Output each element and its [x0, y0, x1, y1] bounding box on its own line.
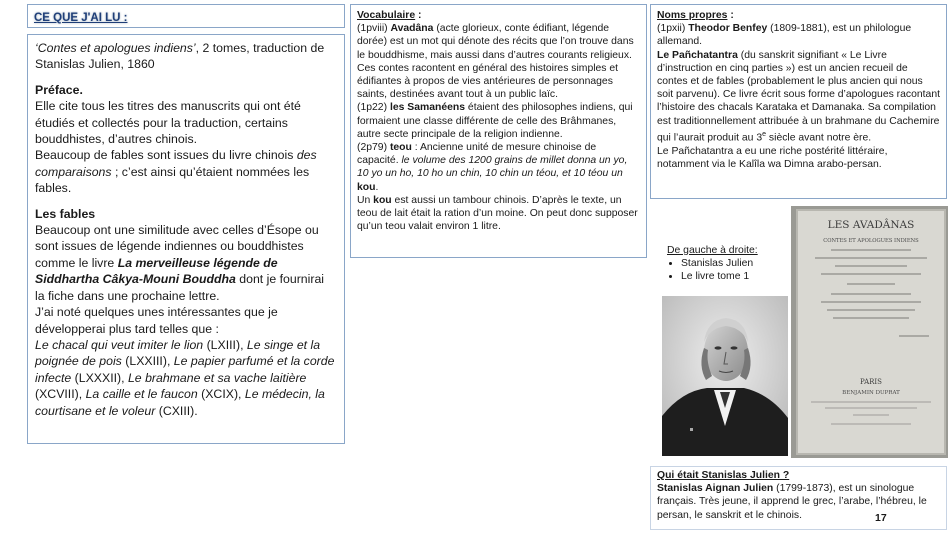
name-entry-posterity: Le Pañchatantra a eu une riche postérité littéraire, notamment via le Kalîla wa Dimna arabo-persan.	[657, 145, 888, 170]
list-item: Le médecin, la courtisane et le voleur	[35, 387, 325, 418]
list-item: • Le livre tome 1	[681, 270, 787, 283]
reading-notes-box	[27, 34, 345, 444]
list-item: Le brahmane et sa vache laitière	[127, 370, 307, 385]
preface-text: Elle cite tous les titres des manuscrits qui ont été étudiés et collectés pour la traduction, certains bouddhistes, d’autres chinois.	[35, 99, 301, 147]
julien-heading: Qui était Stanislas Julien ?	[657, 470, 790, 481]
vocab-entry-kou: Un kou est aussi un tambour chinois. D’après le texte, un teou de lait était la ration d’un moine. On peut donc supposer qu’un teou valait environ 1 litre.	[357, 194, 638, 233]
julien-bio-text: Stanislas Aignan Julien (1799-1873), est un sinologue français. Très jeune, il apprend le grec, l’arabe, l’hébreu, le persan, le sanskrit et le chinois.	[657, 483, 927, 521]
book-title: ‘Contes et apologues indiens’	[35, 41, 196, 55]
portrait-stanislas-julien	[662, 296, 788, 456]
page-number: 17	[875, 512, 887, 524]
proper-names-heading: Noms propres	[657, 10, 728, 21]
book-cover-publisher: BENJAMIN DUPRAT	[842, 390, 900, 396]
section-title: CE QUE J'AI LU :	[34, 12, 128, 24]
book-reference	[35, 40, 337, 73]
book-cover-title: LES AVADÂNAS	[827, 219, 915, 231]
vocab-entry-samaneens: (1p22) les Samanéens étaient des philosophes indiens, qui formaient une classe différente de celle des Brâhmanes, autre secte principale de la religion indienne.	[357, 102, 633, 140]
book-subtitle: , 2 tomes, traduction de Stanislas Julien, 1860	[35, 41, 325, 72]
book-cover-subtitle: CONTES ET APOLOGUES INDIENS	[823, 238, 919, 244]
vocabulary-heading: Vocabulaire	[357, 10, 416, 21]
fables-list: Le chacal qui veut imiter le lion (LXIII), Le singe et la poignée de pois (LXXIII), Le papier parfumé et la corde infecte (LXXXII), Le brahmane et sa vache laitière (XCVIII), La caille et le faucon (XCIX), Le médecin, la courtisane et le voleur (CXIII).	[35, 337, 335, 418]
proper-names-box: Noms propres : (1pxii) Theodor Benfey (1809-1881), est un philologue allemand. Le Pañchatantra (du sanskrit signifiant « Le Livre d’instruction en cinq parties ») est un ancien recueil de contes et de fables (probablement le plus ancien qui nous soit parvenu). Ce livre écrit sous forme d’apologues racontant l’histoire des chacals Karataka et Damanaka. Sa compilation est traditionnellement attribuée à un brahmane du Cachemire qui l’aurait produit au 3e siècle avant notre ère. Le Pañchatantra a eu une riche postérité littéraire, notamment via le Kalîla wa Dimna arabo-persan.	[650, 4, 947, 199]
book-cover-image	[791, 206, 948, 458]
vocabulary-box: Vocabulaire : (1pviii) Avadâna (acte glorieux, conte édifiant, légende dorée) est un mot qui dénote des récits que l’on trouve dans le bouddhisme, mais aussi dans d’autres courants religieux. Ces contes racontent en général des histoires simples et édifiantes à propos de vies antérieures de personnages saints, destinées avant tout à un public laïc. (1p22) les Samanéens étaient des philosophes indiens, qui formaient une classe différente de celle des Brâhmanes, autre secte principale de la religion indienne. (2p79) teou : Ancienne unité de mesure chinoise de capacité. le volume des 1200 grains de millet donna un yo, 10 yo un ho, 10 ho un chin, 10 chin un téou, et 10 téou un kou. Un kou est aussi un tambour chinois. D’après le texte, un teou de lait était la ration d’un moine. On peut donc supposer qu’un teou valait environ 1 litre.	[350, 4, 647, 258]
name-entry-panchatantra: Le Pañchatantra (du sanskrit signifiant « Le Livre d’instruction en cinq parties ») est un ancien recueil de contes et de fables (probablement le plus ancien qui nous soit parvenu). Ce livre écrit sous forme d’apologues racontant l’histoire des chacals Karataka et Damanaka. Sa compilation est traditionnellement attribuée à un brahmane du Cachemire qui l’aurait produit au 3e siècle avant notre ère.	[657, 49, 940, 144]
fables-origin: Beaucoup de fables sont issues du livre chinois des comparaisons ; c’est ainsi qu’étaient nommées les fables.	[35, 148, 317, 196]
vocab-entry-teou: (2p79) teou : Ancienne unité de mesure chinoise de capacité. le volume des 1200 grains de millet donna un yo, 10 yo un ho, 10 ho un chin, 10 chin un téou, et 10 téou un kou.	[357, 142, 628, 193]
vocab-entry-avadana: (1pviii) Avadâna (acte glorieux, conte édifiant, légende dorée) est un mot qui dénote des récits que l’on trouve dans le bouddhisme, mais aussi dans d’autres courants religieux. Ces contes racontent en général des histoires simples et édifiantes à propos de vies antérieures de personnages saints, destinées avant tout à un public laïc.	[357, 23, 634, 101]
fables-text: Beaucoup ont une similitude avec celles d’Ésope ou sont issues de légende indiennes ou bouddhistes comme le livre La merveilleuse légende de Siddhartha Câkya-Mouni Bouddha dont je fournirai la fiche dans une prochaine lettre.	[35, 223, 325, 303]
image-caption	[667, 244, 787, 283]
name-entry-benfey: (1pxii) Theodor Benfey (1809-1881), est un philologue allemand.	[657, 23, 912, 48]
section-title-box	[27, 4, 345, 28]
list-item: • Stanislas Julien	[681, 257, 787, 270]
caption-title: De gauche à droite:	[667, 245, 758, 256]
list-item: Le singe et la poignée de pois	[35, 337, 321, 369]
list-item: Le chacal qui veut imiter le lion	[35, 337, 204, 352]
list-item: La caille et le faucon	[85, 387, 198, 402]
noted-text: J’ai noté quelques unes intéressantes que je développerai plus tard telles que :	[35, 305, 278, 336]
book-cover-city: PARIS	[860, 378, 882, 386]
preface-heading: Préface.	[35, 82, 83, 97]
list-item: Le papier parfumé et la corde infecte	[35, 354, 335, 385]
julien-bio-box	[650, 466, 947, 530]
fables-heading: Les fables	[35, 206, 96, 221]
